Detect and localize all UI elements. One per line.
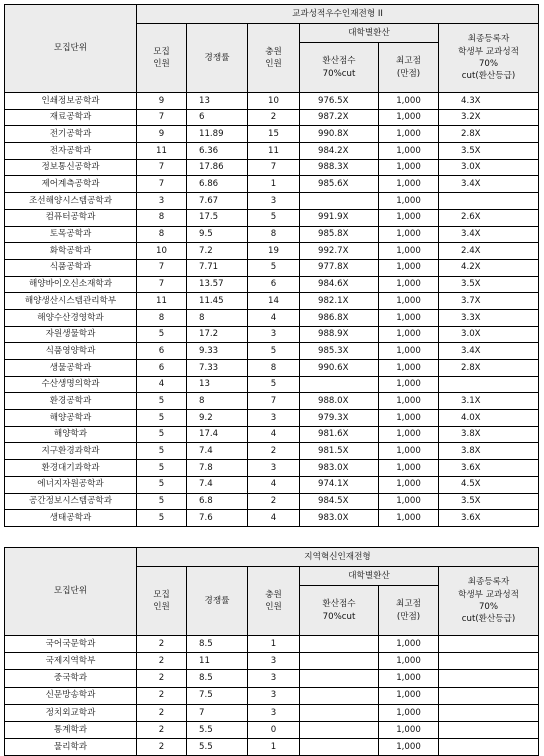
converted-score-cell: 987.2X [300,109,379,126]
converted-score-cell: 985.3X [300,343,379,360]
quota-header: 모집 인원 [137,567,187,636]
quota-cell: 2 [137,721,187,738]
table-row [5,226,539,243]
department-cell: 식품공학과 [5,259,137,276]
final-grade-cell [439,721,539,738]
max-score-header: 최고점 (만점) [379,43,439,93]
quota-cell: 8 [137,226,187,243]
competition-cell: 8 [187,309,248,326]
converted-score-cell: 982.1X [300,293,379,310]
quota-header: 모집 인원 [137,24,187,93]
max-score-cell: 1,000 [379,493,439,510]
max-score-cell: 1,000 [379,653,439,670]
additional-cell: 3 [248,653,300,670]
additional-cell: 3 [248,193,300,210]
department-cell: 자원생물학과 [5,326,137,343]
department-cell: 해양생산시스템관리학부 [5,293,137,310]
final-grade-cell [439,670,539,687]
final-grade-cell: 4.3X [439,93,539,110]
table-row [5,410,539,427]
competition-cell: 6 [187,109,248,126]
table-row [5,476,539,493]
final-grade-cell [439,193,539,210]
max-score-cell: 1,000 [379,309,439,326]
quota-cell: 5 [137,476,187,493]
competition-cell: 17.86 [187,159,248,176]
table-row [5,493,539,510]
table-row [5,326,539,343]
converted-score-cell [300,687,379,704]
department-cell: 제어계측공학과 [5,176,137,193]
department-cell: 환경공학과 [5,393,137,410]
converted-score-cell [300,670,379,687]
table-row [5,687,539,704]
final-grade-cell: 3.7X [439,293,539,310]
quota-cell: 8 [137,209,187,226]
quota-cell: 7 [137,159,187,176]
converted-score-cell: 990.8X [300,126,379,143]
table-row [5,393,539,410]
quota-cell: 9 [137,93,187,110]
quota-cell: 5 [137,510,187,527]
final-grade-cell [439,704,539,721]
table-row [5,721,539,738]
department-cell: 전기공학과 [5,126,137,143]
additional-cell: 2 [248,109,300,126]
table-row [5,176,539,193]
additional-cell: 5 [248,343,300,360]
competition-cell: 7.71 [187,259,248,276]
table-row [5,109,539,126]
additional-cell: 3 [248,704,300,721]
table-row [5,426,539,443]
department-cell: 생태공학과 [5,510,137,527]
competition-cell: 9.5 [187,226,248,243]
converted-score-header: 환산점수 70%cut [300,586,379,636]
quota-cell: 5 [137,443,187,460]
max-score-cell: 1,000 [379,276,439,293]
quota-cell: 9 [137,126,187,143]
department-cell: 컴퓨터공학과 [5,209,137,226]
additional-cell: 8 [248,226,300,243]
quota-cell: 11 [137,143,187,160]
converted-score-cell [300,739,379,756]
final-grade-cell: 3.2X [439,109,539,126]
competition-cell: 13 [187,376,248,393]
table-row [5,376,539,393]
final-grade-cell: 3.4X [439,176,539,193]
competition-cell: 8.5 [187,636,248,653]
department-cell: 지구환경과학과 [5,443,137,460]
converted-score-cell: 991.9X [300,209,379,226]
additional-cell: 1 [248,739,300,756]
competition-cell: 13.57 [187,276,248,293]
university-conversion-header: 대학별환산 [300,567,439,586]
table-row [5,510,539,527]
max-score-cell: 1,000 [379,476,439,493]
quota-cell: 5 [137,460,187,477]
max-score-cell: 1,000 [379,176,439,193]
max-score-cell: 1,000 [379,460,439,477]
additional-cell: 6 [248,276,300,293]
table-row [5,309,539,326]
table-row [5,276,539,293]
quota-cell: 2 [137,687,187,704]
table-row [5,739,539,756]
quota-cell: 6 [137,360,187,377]
max-score-cell: 1,000 [379,343,439,360]
additional-cell: 3 [248,670,300,687]
converted-score-cell: 990.6X [300,360,379,377]
converted-score-cell: 984.2X [300,143,379,160]
final-grade-cell: 3.4X [439,226,539,243]
department-cell: 환경대기과학과 [5,460,137,477]
department-cell: 통계학과 [5,721,137,738]
table-title: 지역혁신인재전형 [137,548,539,567]
quota-cell: 5 [137,410,187,427]
competition-cell: 7.8 [187,460,248,477]
converted-score-cell: 976.5X [300,93,379,110]
table-row [5,193,539,210]
table-row [5,259,539,276]
department-cell: 조선해양시스템공학과 [5,193,137,210]
final-grade-cell: 3.6X [439,510,539,527]
department-cell: 에너지자원공학과 [5,476,137,493]
converted-score-cell [300,376,379,393]
final-header: 최종등록자 학생부 교과성적 70% cut(환산등급) [439,24,539,93]
max-score-cell: 1,000 [379,410,439,427]
quota-cell: 5 [137,426,187,443]
admission-table-2 [4,547,539,756]
additional-cell: 5 [248,376,300,393]
department-cell: 정보통신공학과 [5,159,137,176]
converted-score-cell [300,653,379,670]
max-score-cell: 1,000 [379,393,439,410]
final-grade-cell [439,636,539,653]
department-cell: 전자공학과 [5,143,137,160]
competition-cell: 7 [187,704,248,721]
additional-cell: 1 [248,176,300,193]
competition-cell: 7.33 [187,360,248,377]
additional-cell: 3 [248,460,300,477]
converted-score-cell: 984.6X [300,276,379,293]
competition-cell: 17.2 [187,326,248,343]
final-grade-cell: 3.3X [439,309,539,326]
table-row [5,460,539,477]
quota-cell: 8 [137,309,187,326]
max-score-cell: 1,000 [379,704,439,721]
additional-header: 충원 인원 [248,24,300,93]
department-cell: 중국학과 [5,670,137,687]
final-grade-cell: 2.6X [439,209,539,226]
max-score-cell: 1,000 [379,243,439,260]
final-header: 최종등록자 학생부 교과성적 70% cut(환산등급) [439,567,539,636]
table-row [5,704,539,721]
final-grade-cell: 2.8X [439,360,539,377]
quota-cell: 2 [137,653,187,670]
quota-cell: 7 [137,109,187,126]
department-cell: 신문방송학과 [5,687,137,704]
quota-cell: 2 [137,704,187,721]
competition-cell: 11.45 [187,293,248,310]
competition-cell: 8 [187,393,248,410]
additional-header: 충원 인원 [248,567,300,636]
department-cell: 해양공학과 [5,410,137,427]
competition-cell: 7.4 [187,476,248,493]
department-cell: 정치외교학과 [5,704,137,721]
additional-cell: 3 [248,326,300,343]
final-grade-cell: 3.6X [439,460,539,477]
competition-cell: 8.5 [187,670,248,687]
converted-score-cell: 988.9X [300,326,379,343]
department-cell: 해양바이오신소재학과 [5,276,137,293]
converted-score-cell: 974.1X [300,476,379,493]
quota-cell: 3 [137,193,187,210]
competition-cell: 7.5 [187,687,248,704]
additional-cell: 7 [248,393,300,410]
competition-cell: 6.86 [187,176,248,193]
table-row [5,670,539,687]
final-grade-cell [439,687,539,704]
final-grade-cell: 3.1X [439,393,539,410]
max-score-cell: 1,000 [379,443,439,460]
max-score-cell: 1,000 [379,226,439,243]
quota-cell: 11 [137,293,187,310]
converted-score-cell [300,636,379,653]
converted-score-cell: 979.3X [300,410,379,427]
competition-cell: 13 [187,93,248,110]
additional-cell: 5 [248,259,300,276]
max-score-cell: 1,000 [379,159,439,176]
competition-cell: 7.4 [187,443,248,460]
competition-cell: 6.8 [187,493,248,510]
additional-cell: 2 [248,493,300,510]
max-score-cell: 1,000 [379,670,439,687]
converted-score-cell: 977.8X [300,259,379,276]
converted-score-cell: 981.5X [300,443,379,460]
department-cell: 토목공학과 [5,226,137,243]
converted-score-cell: 981.6X [300,426,379,443]
department-cell: 인쇄정보공학과 [5,93,137,110]
quota-cell: 5 [137,393,187,410]
quota-cell: 7 [137,259,187,276]
final-grade-cell: 2.8X [439,126,539,143]
additional-cell: 7 [248,159,300,176]
quota-cell: 10 [137,243,187,260]
table-row [5,243,539,260]
quota-cell: 5 [137,326,187,343]
department-cell: 국어국문학과 [5,636,137,653]
table-row [5,443,539,460]
additional-cell: 3 [248,687,300,704]
final-grade-cell: 3.5X [439,276,539,293]
max-score-cell: 1,000 [379,360,439,377]
additional-cell: 0 [248,721,300,738]
quota-cell: 2 [137,739,187,756]
university-conversion-header: 대학별환산 [300,24,439,43]
additional-cell: 11 [248,143,300,160]
max-score-cell: 1,000 [379,426,439,443]
table-row [5,93,539,110]
unit-header: 모집단위 [5,548,137,636]
max-score-cell: 1,000 [379,687,439,704]
table-title: 교과성적우수인재전형 II [137,5,539,24]
competition-cell: 9.33 [187,343,248,360]
table-row [5,143,539,160]
department-cell: 국제지역학부 [5,653,137,670]
additional-cell: 4 [248,476,300,493]
converted-score-header: 환산점수 70%cut [300,43,379,93]
final-grade-cell [439,376,539,393]
converted-score-cell: 983.0X [300,510,379,527]
max-score-cell: 1,000 [379,209,439,226]
department-cell: 식품영양학과 [5,343,137,360]
final-grade-cell: 3.8X [439,426,539,443]
additional-cell: 2 [248,443,300,460]
department-cell: 공간정보시스템공학과 [5,493,137,510]
converted-score-cell: 988.0X [300,393,379,410]
additional-cell: 8 [248,360,300,377]
admission-table-1 [4,4,539,527]
max-score-cell: 1,000 [379,739,439,756]
final-grade-cell [439,739,539,756]
table-row [5,293,539,310]
final-grade-cell: 3.0X [439,159,539,176]
quota-cell: 5 [137,493,187,510]
max-score-cell: 1,000 [379,721,439,738]
additional-cell: 15 [248,126,300,143]
additional-cell: 5 [248,209,300,226]
max-score-cell: 1,000 [379,259,439,276]
additional-cell: 3 [248,410,300,427]
max-score-cell: 1,000 [379,510,439,527]
additional-cell: 10 [248,93,300,110]
competition-cell: 5.5 [187,721,248,738]
max-score-cell: 1,000 [379,636,439,653]
competition-header: 경쟁률 [187,24,248,93]
table-row [5,126,539,143]
max-score-header: 최고점 (만점) [379,586,439,636]
converted-score-cell: 986.8X [300,309,379,326]
competition-cell: 11 [187,653,248,670]
additional-cell: 1 [248,636,300,653]
competition-cell: 11.89 [187,126,248,143]
competition-cell: 17.5 [187,209,248,226]
department-cell: 화학공학과 [5,243,137,260]
table-row [5,360,539,377]
converted-score-cell [300,721,379,738]
table-row [5,636,539,653]
max-score-cell: 1,000 [379,193,439,210]
competition-cell: 6.36 [187,143,248,160]
department-cell: 물리학과 [5,739,137,756]
additional-cell: 4 [248,426,300,443]
converted-score-cell: 984.5X [300,493,379,510]
max-score-cell: 1,000 [379,93,439,110]
additional-cell: 19 [248,243,300,260]
final-grade-cell: 4.0X [439,410,539,427]
competition-cell: 9.2 [187,410,248,427]
table-row [5,343,539,360]
quota-cell: 4 [137,376,187,393]
max-score-cell: 1,000 [379,293,439,310]
quota-cell: 2 [137,636,187,653]
final-grade-cell: 2.4X [439,243,539,260]
table-row [5,159,539,176]
converted-score-cell [300,704,379,721]
quota-cell: 2 [137,670,187,687]
table-row [5,209,539,226]
max-score-cell: 1,000 [379,326,439,343]
converted-score-cell [300,193,379,210]
final-grade-cell: 3.4X [439,343,539,360]
table-row [5,653,539,670]
max-score-cell: 1,000 [379,109,439,126]
final-grade-cell: 3.5X [439,493,539,510]
quota-cell: 6 [137,343,187,360]
competition-cell: 17.4 [187,426,248,443]
additional-cell: 4 [248,510,300,527]
competition-header: 경쟁률 [187,567,248,636]
converted-score-cell: 985.8X [300,226,379,243]
additional-cell: 14 [248,293,300,310]
competition-cell: 7.67 [187,193,248,210]
department-cell: 해양수산경영학과 [5,309,137,326]
department-cell: 생물공학과 [5,360,137,377]
quota-cell: 7 [137,276,187,293]
final-grade-cell [439,653,539,670]
additional-cell: 4 [248,309,300,326]
final-grade-cell: 3.8X [439,443,539,460]
competition-cell: 5.5 [187,739,248,756]
department-cell: 재료공학과 [5,109,137,126]
converted-score-cell: 988.3X [300,159,379,176]
final-grade-cell: 4.5X [439,476,539,493]
max-score-cell: 1,000 [379,376,439,393]
converted-score-cell: 983.0X [300,460,379,477]
converted-score-cell: 992.7X [300,243,379,260]
department-cell: 수산생명의학과 [5,376,137,393]
unit-header: 모집단위 [5,5,137,93]
converted-score-cell: 985.6X [300,176,379,193]
competition-cell: 7.2 [187,243,248,260]
department-cell: 해양학과 [5,426,137,443]
final-grade-cell: 3.5X [439,143,539,160]
competition-cell: 7.6 [187,510,248,527]
final-grade-cell: 3.0X [439,326,539,343]
final-grade-cell: 4.2X [439,259,539,276]
max-score-cell: 1,000 [379,143,439,160]
max-score-cell: 1,000 [379,126,439,143]
quota-cell: 7 [137,176,187,193]
